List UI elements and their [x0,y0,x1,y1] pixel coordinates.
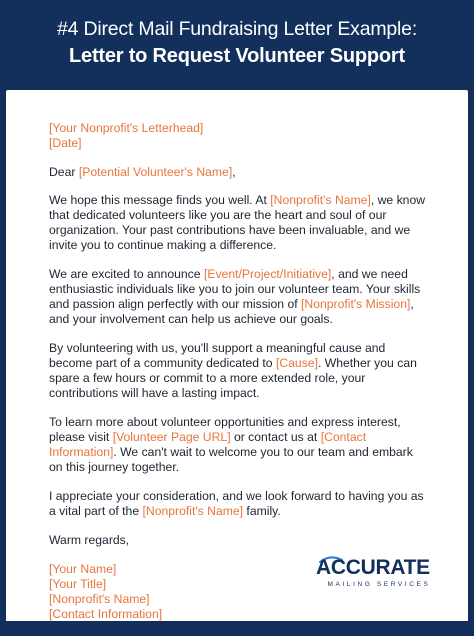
header-title-line-2: Letter to Request Volunteer Support [69,45,405,67]
p4-text-3: . We can't wait to welcome you to our team and embark on this journey together. [49,445,413,474]
mission-placeholder: [Nonprofit's Mission] [301,297,411,311]
letterhead-block [49,121,429,151]
volunteer-name-placeholder: [Potential Volunteer's Name] [78,165,233,179]
paragraph-1 [49,193,429,253]
p2-text-1: We are excited to announce [49,267,204,281]
contact-info-placeholder: [Contact Information] [49,430,367,459]
p4-text-2: or contact us at [230,430,321,444]
p5-text-2: family. [243,504,281,518]
cause-placeholder: [Cause] [275,356,318,370]
letterhead-placeholder: [Your Nonprofit's Letterhead] [49,121,204,135]
closing: Warm regards, [49,533,130,547]
p3-text-1: By volunteering with us, you'll support a meaningful cause and become part of a community dedicated to [49,341,386,370]
p1-text-2: , we know that dedicated volunteers like you are the heart and soul of our organization. Your past contributions have been invaluable, and we invite you to continue making a difference. [49,193,426,252]
your-name-placeholder: [Your Name] [49,562,117,576]
signature-nonprofit-placeholder: [Nonprofit's Name] [49,592,150,606]
p3-text-2: . Whether you can spare a few hours or commit to a more extended role, your contributions will have a lasting impact. [49,356,417,400]
paragraph-2 [49,267,429,327]
paragraph-5 [49,489,429,519]
header-title-line-1: #4 Direct Mail Fundraising Letter Example: [56,18,418,40]
your-title-placeholder: [Your Title] [49,577,107,591]
paragraph-3 [49,341,429,401]
p1-text-1: We hope this message finds you well. At [49,193,271,207]
date-placeholder: [Date] [49,136,82,150]
greeting [49,165,429,180]
accurate-logo [316,556,440,596]
nonprofit-name-placeholder-2: [Nonprofit's Name] [142,504,244,518]
logo-subtitle: MAILING SERVICES [327,581,431,588]
paragraph-4 [49,415,429,475]
p5-text-1: I appreciate your consideration, and we look forward to having you as a vital part of the [49,489,424,518]
volunteer-url-placeholder: [Volunteer Page URL] [112,430,231,444]
greeting-text: Dear [49,165,79,179]
header-banner [0,0,474,90]
signature-contact-placeholder: [Contact Information] [49,607,163,621]
p4-text-1: To learn more about volunteer opportunities and express interest, please visit [49,415,401,444]
logo-wordmark: ACCURATE [316,556,430,579]
nonprofit-name-placeholder: [Nonprofit's Name] [270,193,371,207]
greeting-comma: , [232,165,236,179]
p2-text-3: , and your involvement can help us achieve our goals. [49,297,414,326]
p2-text-2: , and we need enthusiastic individuals like you to join our volunteer team. Your skills and passion align perfectly with our mission of [49,267,421,311]
event-placeholder: [Event/Project/Initiative] [203,267,332,281]
